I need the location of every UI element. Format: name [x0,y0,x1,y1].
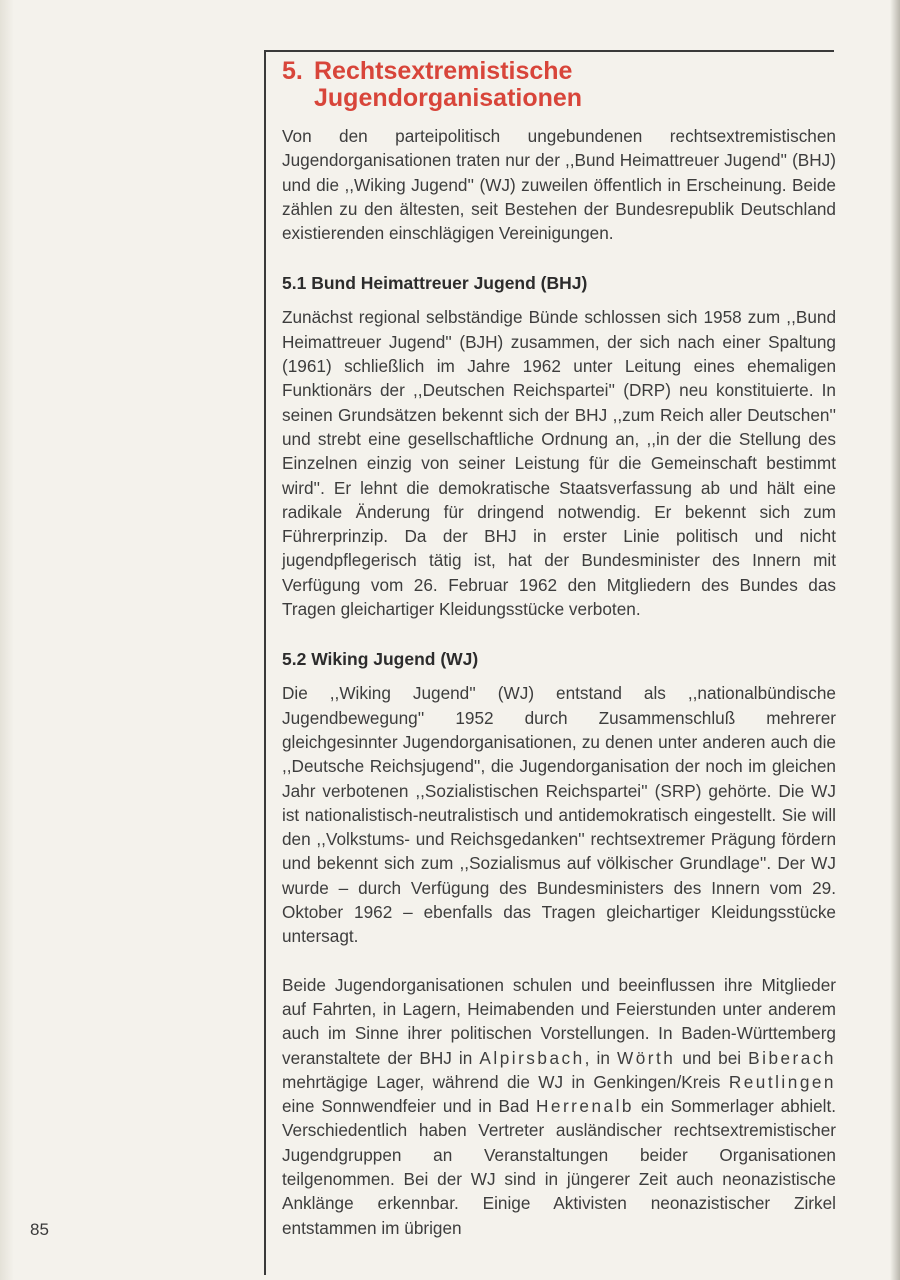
section-heading-wj: 5.2 Wiking Jugend (WJ) [282,649,479,670]
place-name: Herrenalb [535,1096,634,1117]
top-rule [264,50,834,52]
section-text-wj: Die ,,Wiking Jugend'' (WJ) entstand als ,,nationalbündische Jugendbewegung'' 1952 durch Zusammenschluß mehrerer gleichgesinnter Jugendorganisationen, zu denen unter anderen auch die ,,Deutsche Reichsjugend'', die Jugendorganisation der noch im gleichen Jahr verbotenen ,,Sozialistischen Reichspartei'' (SRP) gehörte. Die WJ ist nationalistisch-neutralistisch und antidemokratisch eingestellt. Sie will den ,,Volkstums- und Reichsgedanken'' rechtsextremer Prägung fördern und bekennt sich zum ,,Sozialismus auf völkischer Grundlage''. Der WJ wurde – durch Verfügung des Bundesministers des Innern vom 29. Oktober 1962 – ebenfalls das Tragen gleichartiger Kleidungsstücke untersagt. [282,683,836,947]
closing-text: ein Sommerlager abhielt. Verschiedentlich haben Vertreter ausländischer rechtsextremistischer Jugendgruppen an Veranstaltungen beider Organisationen teilgenommen. Bei der WJ sind in jüngerer Zeit auch neonazistische Anklänge erkennbar. Einige Aktivisten neonazistischer Zirkel entstammen im übrigen [282,1096,836,1238]
chapter-number: 5. [282,57,303,85]
chapter-title-line1: Rechtsextremistische [314,57,573,85]
margin-rule [264,50,266,1275]
section-text-bhj: Zunächst regional selbständige Bünde schlossen sich 1958 zum ,,Bund Heimattreuer Jugend'' (BJH) zusammen, der sich nach einer Spaltung (1961) schließlich im Jahre 1962 unter Leitung eines ehemaligen Funktionärs der ,,Deutschen Reichspartei'' (DRP) neu konstituierte. In seinen Grundsätzen bekennt sich der BHJ ,,zum Reich aller Deutschen'' und strebt eine gesellschaftliche Ordnung an, ,,in der die Stellung des Einzelnen einzig von seiner Leistung für die Gemeinschaft bestimmt wird''. Er lehnt die demokratische Staatsverfassung ab und hält eine radikale Änderung für dringend notwendig. Er bekennt sich zum Führerprinzip. Da der BHJ in erster Linie politisch und nicht jugendpflegerisch tätig ist, hat der Bundesminister des Innern mit Verfügung vom 26. Februar 1962 den Mitgliedern des Bundes das Tragen gleichartiger Kleidungsstücke verboten. [282,307,836,620]
closing-text: Beide Jugendorganisationen schulen und beeinflussen ihre Mitglieder auf Fahrten, in Lagern, Heimabenden und Feierstunden unter anderem auch im Sinne ihrer politischen Vorstellungen. In Baden-Württemberg veranstaltete der BHJ in [282,974,836,1068]
paragraph-gap [282,949,836,973]
closing-text: , in [584,1047,610,1068]
place-name: Alpirsbach [479,1047,585,1068]
closing-text: und bei [682,1047,742,1068]
closing-text: mehrtägige Lager, während die WJ in Genkingen/Kreis [282,1071,721,1092]
closing-text: eine Sonnwendfeier und in Bad [282,1096,530,1117]
place-name: Reutlingen [728,1071,836,1092]
chapter-heading [282,58,836,112]
closing-paragraph [282,973,836,1240]
section-heading-bhj: 5.1 Bund Heimattreuer Jugend (BHJ) [282,273,588,294]
text-column [282,58,836,1240]
page-shadow-left [0,0,14,1280]
place-name: Wörth [616,1047,676,1068]
page-shadow-right [890,0,900,1280]
page-number: 85 [30,1220,49,1239]
chapter-title-line2: Jugendorganisationen [314,84,583,112]
intro-paragraph: Von den parteipolitisch ungebundenen rechtsextremistischen Jugendorganisationen traten nur der ,,Bund Heimattreuer Jugend'' (BHJ) und die ,,Wiking Jugend'' (WJ) zuweilen öffentlich in Erscheinung. Beide zählen zu den ältesten, seit Bestehen der Bundesrepublik Deutschland existierenden einschlägigen Vereinigungen. [282,126,836,244]
place-name: Biberach [748,1047,836,1068]
